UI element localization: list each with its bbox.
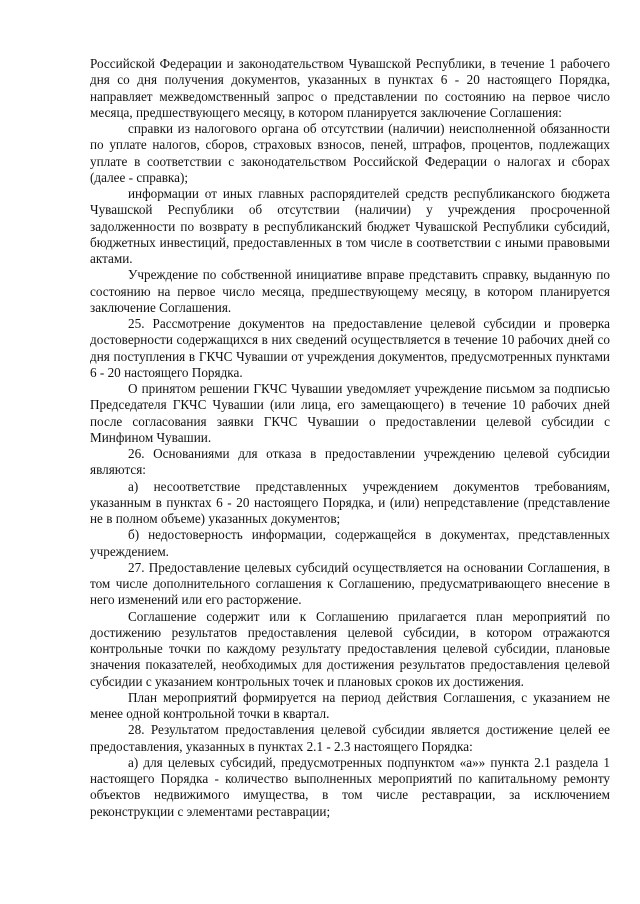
paragraph-item-25: 25. Рассмотрение документов на предоставление целевой субсидии и проверка достоверности содержащихся в них сведений осуществляется в течение 10 рабочих дней со дня поступления в ГКЧС Чувашии от учреждения документов, предусмотренных пунктами 6 - 20 настоящего Порядка. [90,316,610,380]
paragraph-item-26: 26. Основаниями для отказа в предоставлении учреждению целевой субсидии являются: [90,446,610,478]
paragraph-debt-information: информации от иных главных распорядителей средств республиканского бюджета Чувашской Республики об отсутствии (наличии) у учреждения просроченной задолженности по возврату в республиканский бюджет Чувашской Республики субсидий, бюджетных инвестиций, предоставленных в том числе в соответствии с иными правовыми актами. [90,186,610,266]
paragraph-item-28: 28. Результатом предоставления целевой субсидии является достижение целей ее предоставления, указанных в пунктах 2.1 - 2.3 настоящего Порядка: [90,722,610,754]
paragraph-continuation: Российской Федерации и законодательством Чувашской Республики, в течение 1 рабочего дня со дня получения документов, указанных в пунктах 6 - 20 настоящего Порядка, направляет межведомственный запрос о представлении по состоянию на первое число месяца, предшествующего месяцу, в котором планируется заключение Соглашения: [90,56,610,120]
paragraph-own-initiative: Учреждение по собственной инициативе вправе представить справку, выданную по состоянию на первое число месяца, предшествующему месяцу, в котором планируется заключение Соглашения. [90,267,610,315]
paragraph-item-27: 27. Предоставление целевых субсидий осуществляется на основании Соглашения, в том числе дополнительного соглашения к Соглашению, предусматривающего внесение в него изменений или его расторжение. [90,559,610,608]
paragraph-item-26-a: а) несоответствие представленных учреждением документов требованиям, указанным в пунктах 6 - 20 настоящего Порядка, и (или) непредставление (представление не в полном объеме) указанных документов; [90,478,610,526]
paragraph-item-28-a: а) для целевых субсидий, предусмотренных подпунктом «а»» пункта 2.1 раздела 1 настоящего Порядка - количество выполненных мероприятий по капитальному ремонту объектов недвижимого имущества, в том числе реставрации, за исключением реконструкции с элементами реставрации; [90,754,610,819]
document-page [90,56,610,820]
paragraph-tax-certificate: справки из налогового органа об отсутствии (наличии) неисполненной обязанности по уплате налогов, сборов, страховых взносов, пеней, штрафов, процентов, подлежащих уплате в соответствии с законодательством Российской Федерации о налогах и сборах (далее - справка); [90,121,610,185]
paragraph-item-26-b: б) недостоверность информации, содержащейся в документах, представленных учреждением. [90,527,610,559]
paragraph-plan-period: План мероприятий формируется на период действия Соглашения, с указанием не менее одной контрольной точки в квартал. [90,689,610,721]
paragraph-action-plan: Соглашение содержит или к Соглашению прилагается план мероприятий по достижению результатов предоставления целевой субсидии, в котором отражаются контрольные точки по каждому результату предоставления целевой субсидии, плановые значения показателей, необходимых для достижения результатов предоставления целевой субсидии с указанием контрольных точек и плановых сроков их достижения. [90,608,610,689]
paragraph-decision-notice: О принятом решении ГКЧС Чувашии уведомляет учреждение письмом за подписью Председателя ГКЧС Чувашии (или лица, его замещающего) в течение 10 рабочих дней после согласования заявки ГКЧС Чувашии о предоставлении целевой субсидии с Минфином Чувашии. [90,381,610,445]
